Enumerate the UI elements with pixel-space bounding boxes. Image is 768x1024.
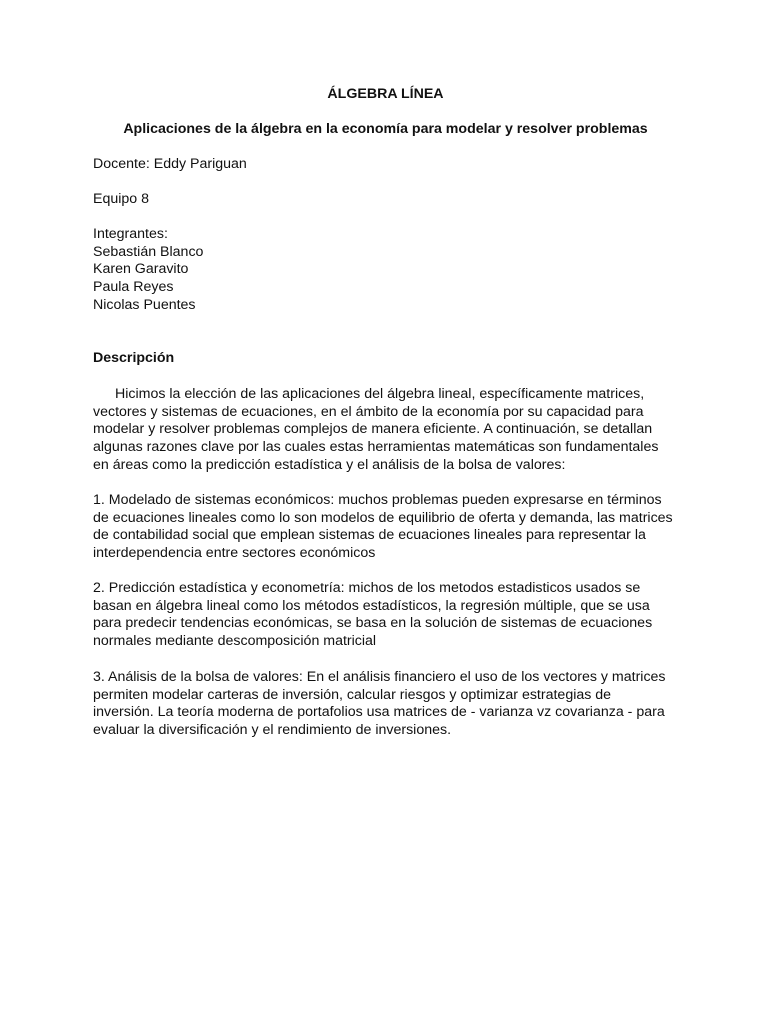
paragraph-line: 2. Predicción estadística y econometría: michos de los metodos estadisticos usados se <box>93 580 641 596</box>
paragraph-line: algunas razones clave por las cuales estas herramientas matemáticas son fundamentales <box>93 439 659 456</box>
section-heading-text: Descripción <box>93 350 175 366</box>
paragraph-line: de contabilidad social que emplean sistemas de ecuaciones lineales para representar la <box>93 527 646 544</box>
paragraph-line: basan en álgebra lineal como los métodos estadísticos, la regresión múltiple, que se usa <box>93 597 650 614</box>
teacher-text: Docente: Eddy Pariguan <box>93 156 247 172</box>
paragraph-line: interdependencia entre sectores económicos <box>93 545 376 562</box>
member-name: Paula Reyes <box>93 279 174 296</box>
team-text: Equipo 8 <box>93 191 150 207</box>
document-content <box>93 86 678 739</box>
paragraph-line: Hicimos la elección de las aplicaciones del álgebra lineal, específicamente matrices, <box>115 386 645 402</box>
paragraph-line: permiten modelar carteras de inversión, calcular riesgos y optimizar estrategias de <box>93 686 612 703</box>
paragraph-line: evaluar la diversificación y el rendimiento de inversiones. <box>93 722 452 739</box>
member-name: Sebastián Blanco <box>93 243 204 260</box>
teacher-line <box>93 156 678 174</box>
document-subtitle: Aplicaciones de la álgebra en la economía para modelar y resolver problemas <box>123 121 648 137</box>
document-title: ÁLGEBRA LÍNEA <box>327 86 444 102</box>
team-line <box>93 191 678 209</box>
member-name: Karen Garavito <box>93 261 189 278</box>
member-name: Nicolas Puentes <box>93 296 196 313</box>
paragraph-line: 1. Modelado de sistemas económicos: muchos problemas pueden expresarse en términos <box>93 492 662 508</box>
paragraph-line: para predecir tendencias económicas, se basa en la solución de sistemas de ecuaciones <box>93 615 653 632</box>
paragraph-line: normales mediante descomposición matricial <box>93 633 377 650</box>
paragraph-point-1 <box>93 492 678 563</box>
paragraph-line: modelar y resolver problemas complejos de manera eficiente. A continuación, se detallan <box>93 421 653 438</box>
members-label: Integrantes: <box>93 226 168 242</box>
paragraph-line: 3. Análisis de la bolsa de valores: En el análisis financiero el uso de los vectores y matrices <box>93 669 666 685</box>
paragraph-line: vectores y sistemas de ecuaciones, en el ámbito de la economía por su capacidad para <box>93 403 644 420</box>
paragraph-point-2 <box>93 580 678 651</box>
paragraph-line: inversión. La teoría moderna de portafolios usa matrices de - varianza vz covarianza - para <box>93 704 665 721</box>
paragraph-point-3 <box>93 669 678 740</box>
section-heading <box>93 350 678 368</box>
paragraph-intro <box>93 386 678 475</box>
members-list <box>93 226 678 315</box>
paragraph-line: de ecuaciones lineales como lo son modelos de equilibrio de oferta y demanda, las matrices <box>93 509 673 526</box>
paragraph-line: en áreas como la predicción estadística y el análisis de la bolsa de valores: <box>93 456 566 473</box>
